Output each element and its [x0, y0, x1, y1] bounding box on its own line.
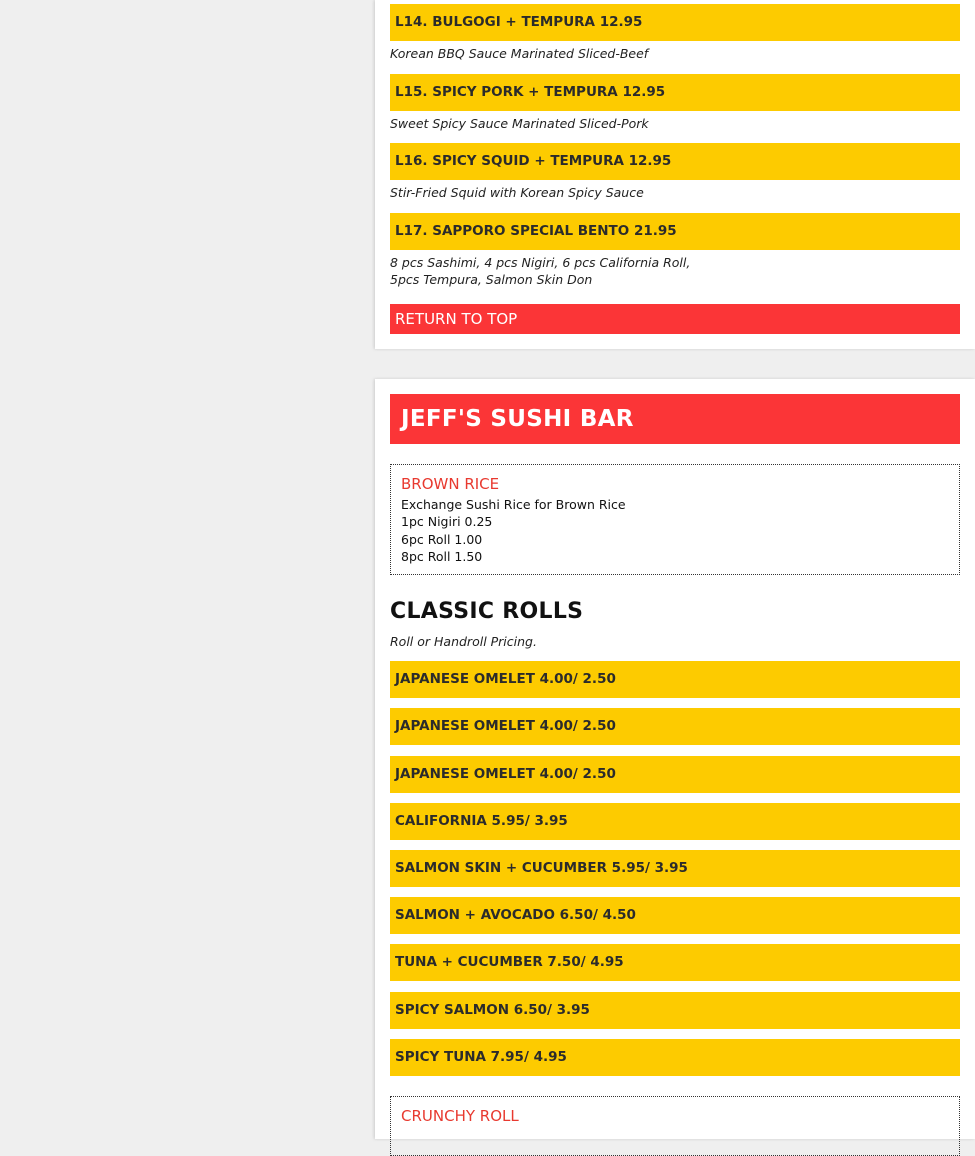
roll-item: JAPANESE OMELET 4.00/ 2.50 — [390, 756, 960, 793]
brown-rice-line: 6pc Roll 1.00 — [401, 531, 483, 547]
sushi-bar-card — [375, 379, 975, 1139]
roll-item: SPICY TUNA 7.95/ 4.95 — [390, 1039, 960, 1076]
return-to-top-link[interactable]: RETURN TO TOP — [390, 304, 960, 334]
crunchy-roll-box — [390, 1096, 960, 1156]
roll-item: SALMON SKIN + CUCUMBER 5.95/ 3.95 — [390, 850, 960, 887]
crunchy-roll-title: CRUNCHY ROLL — [401, 1107, 519, 1125]
brown-rice-line: 8pc Roll 1.50 — [401, 548, 483, 564]
roll-item: SPICY SALMON 6.50/ 3.95 — [390, 992, 960, 1029]
menu-item-description: Korean BBQ Sauce Marinated Sliced-Beef — [390, 46, 649, 61]
roll-item: TUNA + CUCUMBER 7.50/ 4.95 — [390, 944, 960, 981]
description-line: 8 pcs Sashimi, 4 pcs Nigiri, 6 pcs California Roll, — [390, 255, 691, 270]
lunch-specials-card — [375, 0, 975, 349]
brown-rice-title: BROWN RICE — [401, 475, 500, 493]
menu-item-l17: L17. SAPPORO SPECIAL BENTO 21.95 — [390, 213, 960, 250]
menu-item-l15: L15. SPICY PORK + TEMPURA 12.95 — [390, 74, 960, 111]
roll-item: JAPANESE OMELET 4.00/ 2.50 — [390, 708, 960, 745]
classic-rolls-heading: CLASSIC ROLLS — [390, 599, 584, 624]
menu-item-l14: L14. BULGOGI + TEMPURA 12.95 — [390, 4, 960, 41]
roll-item: CALIFORNIA 5.95/ 3.95 — [390, 803, 960, 840]
description-line: 5pcs Tempura, Salmon Skin Don — [390, 272, 593, 287]
section-title: JEFF'S SUSHI BAR — [390, 394, 960, 444]
roll-item: SALMON + AVOCADO 6.50/ 4.50 — [390, 897, 960, 934]
menu-item-description: Sweet Spicy Sauce Marinated Sliced-Pork — [390, 116, 649, 131]
menu-item-description — [390, 254, 960, 288]
roll-item: JAPANESE OMELET 4.00/ 2.50 — [390, 661, 960, 698]
brown-rice-line: 1pc Nigiri 0.25 — [401, 514, 493, 530]
menu-item-l16: L16. SPICY SQUID + TEMPURA 12.95 — [390, 143, 960, 180]
brown-rice-box — [390, 464, 960, 575]
menu-item-description: Stir-Fried Squid with Korean Spicy Sauce — [390, 185, 644, 200]
brown-rice-line: Exchange Sushi Rice for Brown Rice — [401, 497, 626, 512]
classic-rolls-subtitle: Roll or Handroll Pricing. — [390, 634, 537, 649]
